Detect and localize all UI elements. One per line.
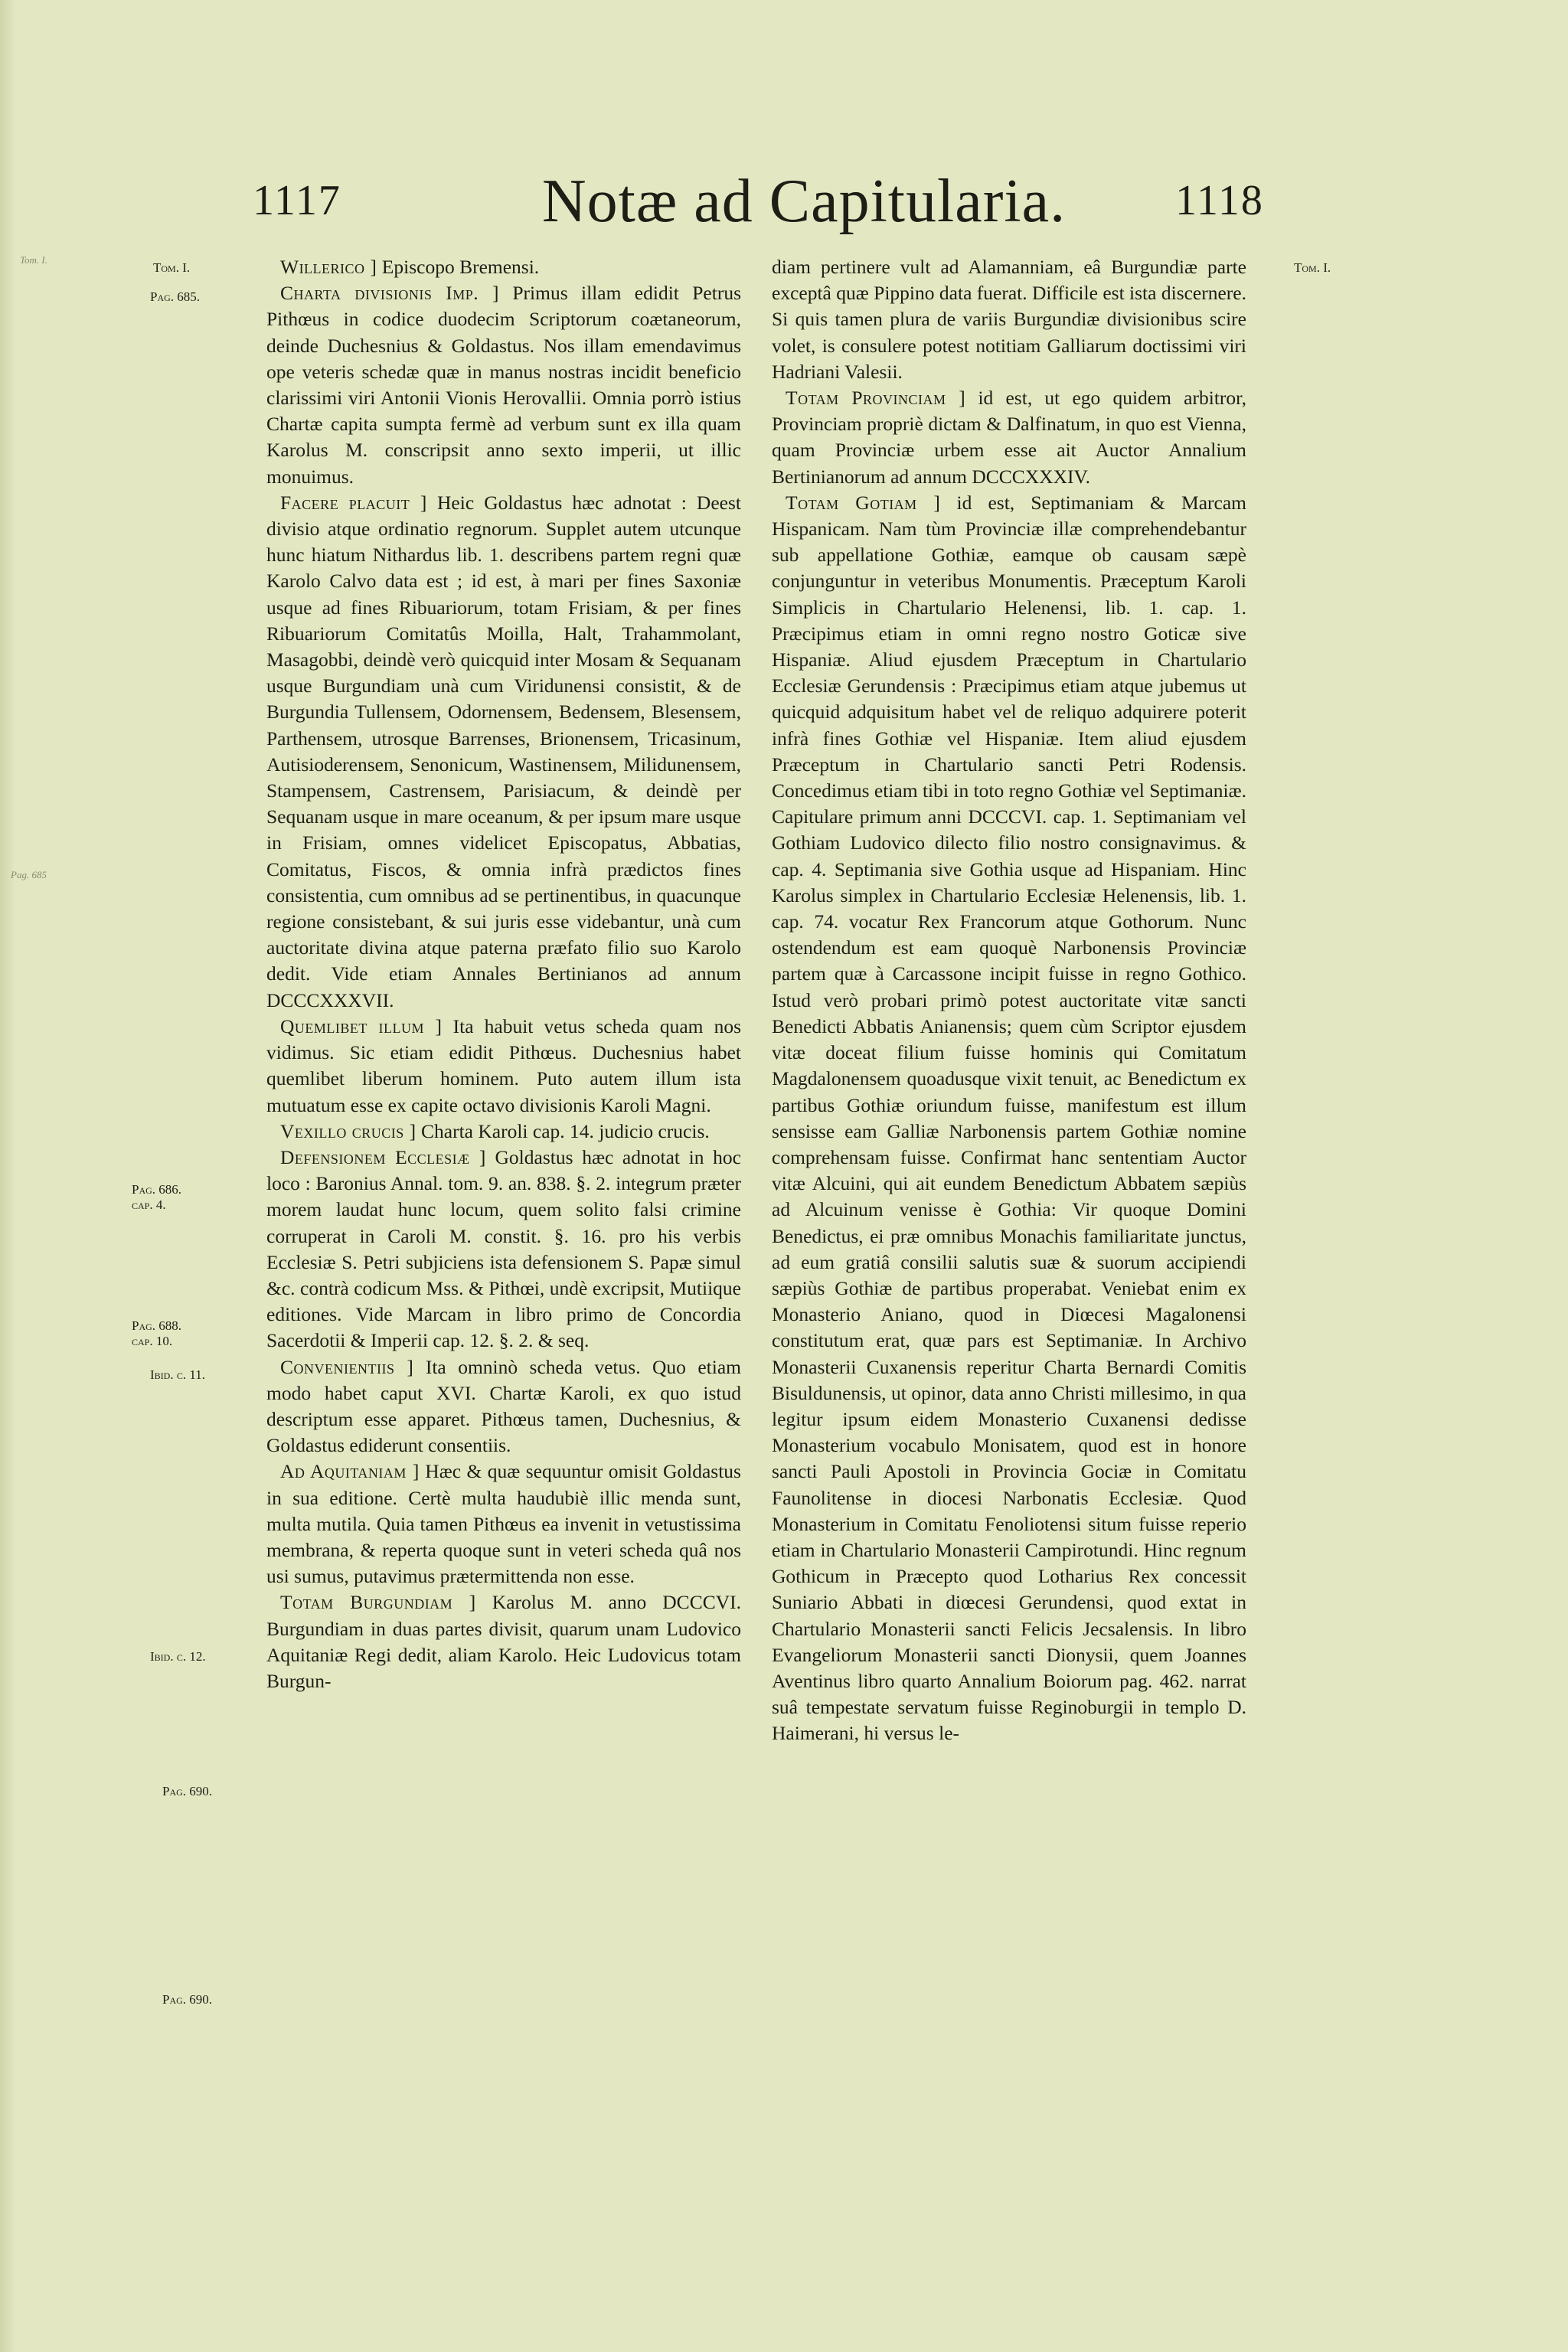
margin-note-page-690a: Pag. 690. bbox=[162, 1784, 213, 1798]
entry-text: Karolus M. anno DCCCVI. Burgundiam in duas partes divisit, quarum unam Ludovico Aquitaniæ Regi dedit, aliam Karolo. Heic Ludovicus totam Burgun- bbox=[266, 1591, 741, 1692]
lemma: Totam Provinciam ] bbox=[786, 387, 966, 410]
margin-note-page-688: Pag. 688. cap. 10. bbox=[132, 1318, 182, 1348]
entry-vexillo-crucis bbox=[266, 1119, 741, 1145]
entry-totam-gotiam bbox=[772, 490, 1246, 1747]
lemma: Vexillo crucis ] bbox=[280, 1119, 416, 1142]
entry-text: Episcopo Bremensi. bbox=[377, 256, 540, 278]
entry-text: Charta Karoli cap. 14. judicio crucis. bbox=[416, 1119, 710, 1142]
page-number-right: 1118 bbox=[1175, 177, 1264, 224]
entry-facere-placuit bbox=[266, 490, 741, 1014]
lemma: Willerico ] bbox=[280, 256, 377, 278]
page-number-left: 1117 bbox=[253, 177, 341, 224]
entry-defensionem-ecclesiae bbox=[266, 1145, 741, 1354]
lemma: Convenientiis ] bbox=[280, 1355, 414, 1378]
entry-text: Goldastus hæc adnotat in hoc loco : Baronius Annal. tom. 9. an. 838. §. 2. integrum præter morem laudat hunc locum, quem solito falsi crimine corruperat in Caroli M. constit. §. 16. pro his verbis Ecclesiæ S. Petri subjiciens ista defensionem S. Papæ simul &c. contrà codicum Mss. & Pithœi, undè excripsit, Mutiique editiones. Vide Marcam in libro primo de Concordia Sacerdotii & Imperii cap. 12. §. 2. & seq. bbox=[266, 1145, 741, 1352]
page-title: Notæ ad Capitularia. bbox=[541, 168, 1067, 235]
margin-note-page-690b: Pag. 690. bbox=[162, 1992, 213, 2007]
margin-note-tom-left: Tom. I. bbox=[153, 260, 191, 275]
entry-charta-divisionis bbox=[266, 280, 741, 490]
entry-text: Ita omninò scheda vetus. Quo etiam modo habet caput XVI. Chartæ Karoli, ex quo istud descriptum esse apparet. Pithœus tamen, Duchesnius, & Goldastus ediderunt consentiis. bbox=[266, 1355, 741, 1457]
lemma: Defensionem Ecclesiæ ] bbox=[280, 1145, 486, 1168]
page-edge bbox=[0, 0, 15, 2352]
entry-totam-provinciam bbox=[772, 385, 1246, 490]
bleed-through-pag: Pag. 685 bbox=[11, 869, 47, 880]
entry-quemlibet-illum bbox=[266, 1014, 741, 1119]
margin-note-page-685: Pag. 685. bbox=[150, 289, 201, 304]
entry-totam-burgundiam bbox=[266, 1589, 741, 1694]
entry-text: Ita habuit vetus scheda quam nos vidimus. Sic etiam edidit Pithœus. Duchesnius habet quemlibet liberum hominem. Puto autem illum ista mutuatum esse ex capite octavo divisionis Karoli Magni. bbox=[266, 1014, 741, 1116]
lemma: Facere placuit ] bbox=[280, 491, 427, 514]
entry-text: id est, ut ego quidem arbitror, Provinciam propriè dictam & Dalfinatum, in quo est Vienna, quam Provinciæ urbem esse ait Auctor Annalium Bertinianorum ad annum DCCCXXXIV. bbox=[772, 387, 1246, 488]
entry-ad-aquitaniam bbox=[266, 1459, 741, 1589]
entry-text: Hæc & quæ sequuntur omisit Goldastus in sua editione. Certè multa haudubiè illic menda sunt, multa mutila. Quia tamen Pithœus ea invenit in vetustissima membrana, & reperta quoque sunt in veteri scheda quâ nos usi sumus, putavimus prætermittenda non esse. bbox=[266, 1460, 741, 1588]
bleed-through-tom: Tom. I. bbox=[20, 254, 48, 266]
margin-note-ibid-c12: Ibid. c. 12. bbox=[150, 1649, 206, 1664]
margin-note-tom-right: Tom. I. bbox=[1294, 260, 1331, 275]
lemma: Totam Gotiam ] bbox=[786, 491, 941, 514]
margin-note-page-686: Pag. 686. cap. 4. bbox=[132, 1182, 182, 1212]
entry-convenientiis bbox=[266, 1354, 741, 1459]
entry-continuation bbox=[772, 254, 1246, 385]
right-column bbox=[772, 254, 1246, 1747]
lemma: Charta divisionis Imp. ] bbox=[280, 282, 499, 305]
page-header bbox=[0, 167, 1568, 236]
margin-note-ibid-c11: Ibid. c. 11. bbox=[150, 1367, 205, 1382]
lemma: Ad Aquitaniam ] bbox=[280, 1460, 420, 1483]
entry-text: id est, Septimaniam & Marcam Hispanicam. Nam tùm Provinciæ illæ comprehendebantur sub appellatione Gothiæ, eamque ob causam sæpè conjunguntur in veteribus Monumentis. Præceptum Karoli Simplicis in Chartulario Helenensi, lib. 1. cap. 1. Præcipimus etiam in omni regno nostro Goticæ sive Hispaniæ. Aliud ejusdem Præceptum in Chartulario Ecclesiæ Gerundensis : Præcipimus etiam atque jubemus ut quicquid adquisitum habet vel de reliquo adquirere poterit infrà fines Gothiæ vel Hispaniæ. Item aliud ejusdem Præceptum in Chartulario sancti Petri Rodensis. Concedimus etiam tibi in toto regno Gothiæ vel Septimaniæ. Capitulare primum anni DCCCVI. cap. 1. Septimaniam vel Gothiam Ludovico dilecto filio nostro consignavimus. & cap. 4. Septimania sive Gothia usque ad Hispaniam. Hinc Karolus simplex in Chartulario Ecclesiæ Helenensis, lib. 1. cap. 74. vocatur Rex Francorum atque Gothorum. Nunc ostendendum est eam quoquè Narbonensis Provinciæ partem quæ à Carcassone incipit fuisse in regno Gothico. Istud verò probari primò potest auctoritate vitæ sancti Benedicti Abbatis Anianensis; quem cùm Scriptor ejusdem vitæ doceat filium fuisse hominis qui Comitatum Magdalonensem quoadusque vixit tenuit, ac Benedictum ex partibus Gothiæ oriundum fuisse, manifestum est illum sensisse eam Galliæ Narbonensis partem Gothiæ nomine comprehensam fuisse. Confirmat hanc sententiam Auctor vitæ Alcuini, qui ait eundem Benedictum Abbatem sæpiùs ad Alcuinum venisse è Gothia: Vir quoque Domini Benedictus, ei præ omnibus Monachis familiaritate junctus, ad eum gratiâ consilii salutis suæ & suorum accipiendi sæpiùs Gothiæ de partibus properabat. Veniebat enim ex Monasterio Aniano, quod in Diœcesi Magalonensi constitutum erat, quæ pars est Septimaniæ. In Archivo Monasterii Cuxanensis reperitur Charta Bernardi Comitis Bisuldunensis, ut opinor, data anno Christi millesimo, in qua legitur ipsum eidem Monasterio Cuxanensi dedisse Monasterium vocabulo Monisatem, quod est in honore sancti Pauli Apostoli in Provincia Gociæ in Comitatu Faunolitense in diocesi Narbonatis Ecclesiæ. Quod Monasterium in Comitatu Fenoliotensi situm fuisse reperio etiam in Chartulario Monasterii Campirotundi. Hinc regnum Gothicum in Præcepto quod Lotharius Rex concessit Suniario Abbati in diœcesi Gerundensi, quod extat in Chartulario Monasterii sancti Felicis Jecsalensis. In libro Evangeliorum Monasterii sancti Dionysii, quem Joannes Aventinus libro quarto Annalium Boiorum pag. 462. narrat suâ tempestate servatum fuisse Reginoburgii in templo D. Haimerani, hi versus le- bbox=[772, 491, 1246, 1745]
lemma: Quemlibet illum ] bbox=[280, 1014, 443, 1037]
left-column bbox=[266, 254, 741, 1694]
entry-text: diam pertinere vult ad Alamanniam, eâ Burgundiæ parte exceptâ quæ Pippino data fuerat. Difficile est ista discernere. Si quis tamen plura de variis Burgundiæ divisionibus scire volet, is consulere potest notitiam Galliarum doctissimi viri Hadriani Valesii. bbox=[772, 256, 1246, 383]
entry-text: Primus illam edidit Petrus Pithœus in codice duodecim Scriptorum coætaneorum, deinde Duchesnius & Goldastus. Nos illam emendavimus ope veteris schedæ quæ in manus nostras incidit beneficio clarissimi viri Antonii Vionis Herovallii. Omnia porrò istius Chartæ capita sumpta fermè ad verbum sunt ex illa quam Karolus M. conscripsit anno sexto imperii, ut illic monuimus. bbox=[266, 282, 741, 488]
entry-text: Heic Goldastus hæc adnotat : Deest divisio atque ordinatio regnorum. Supplet autem utcunque hunc hiatum Nithardus lib. 1. describens partem regni quæ Karolo Calvo data est ; id est, à mari per fines Saxoniæ usque ad fines Ribuariorum, totam Frisiam, & per fines Ribuariorum Comitatûs Moilla, Halt, Trahammolant, Masagobbi, deindè verò quicquid inter Mosam & Sequanam usque Burgundiam unà cum Viridunensi consistit, & de Burgundia Tullensem, Odornensem, Bedensem, Blesensem, Parthensem, utrosque Barrenses, Brionensem, Tricasinum, Autisioderensem, Senonicum, Wastinensem, Milidunensem, Stampensem, Castrensem, Parisiacum, & deindè per Sequanam usque in mare oceanum, & per ipsum mare usque in Frisiam, omnes videlicet Episcopatus, Abbatias, Comitatus, Fiscos, & omnia infrà prædictos fines consistentia, cum omnibus ad se pertinentibus, in quacunque regione consistebant, & sui juris esse videbantur, unà cum auctoritate divina atque paterna præfato filio suo Karolo dedit. Vide etiam Annales Bertinianos ad annum DCCCXXXVII. bbox=[266, 491, 741, 1011]
entry-willerico bbox=[266, 254, 741, 280]
lemma: Totam Burgundiam ] bbox=[280, 1591, 476, 1614]
